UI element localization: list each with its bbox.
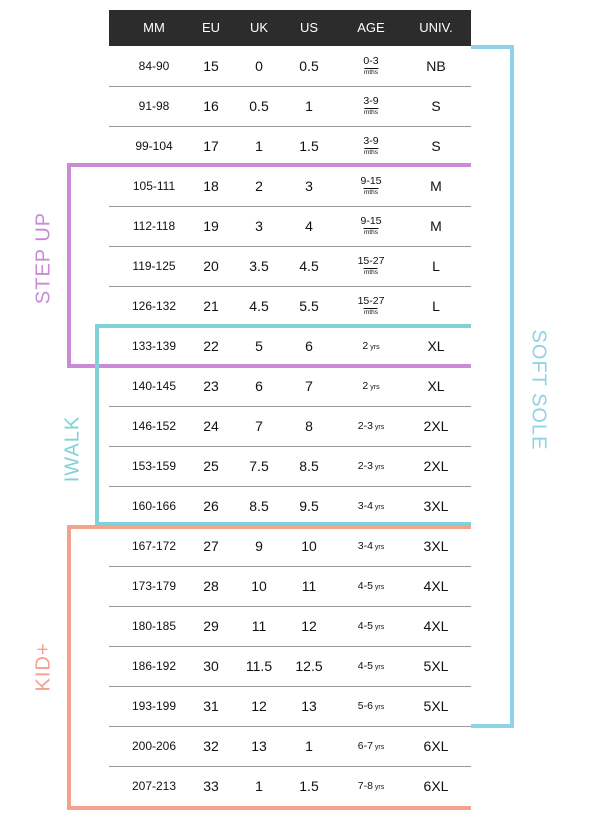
row-separator xyxy=(109,126,471,127)
us-cell: 12.5 xyxy=(295,658,323,674)
age-unit: yrs xyxy=(374,704,385,711)
iwalk-label: IWALK xyxy=(61,415,84,483)
row-separator xyxy=(109,766,471,767)
mm-cell: 84-90 xyxy=(138,59,170,73)
row-separator xyxy=(109,86,471,87)
eu-cell: 22 xyxy=(203,338,219,354)
mm-cell: 180-185 xyxy=(131,619,177,633)
row-separator xyxy=(109,726,471,727)
eu-cell: 20 xyxy=(203,258,219,274)
univ-cell: 2XL xyxy=(423,458,449,474)
eu-cell: 16 xyxy=(203,98,219,114)
mm-cell: 91-98 xyxy=(138,99,170,113)
univ-cell: 2XL xyxy=(423,418,449,434)
age-value: 7-8 xyxy=(357,780,373,792)
row-separator xyxy=(109,246,471,247)
age-cell xyxy=(360,206,381,246)
age-unit: yrs xyxy=(370,344,380,351)
uk-cell: 0 xyxy=(255,58,263,74)
age-cell xyxy=(358,566,385,606)
univ-cell: XL xyxy=(427,338,445,354)
eu-cell: 19 xyxy=(203,218,219,234)
row-separator xyxy=(109,646,471,647)
us-cell: 12 xyxy=(301,618,317,634)
age-value: 15-27 xyxy=(357,295,385,307)
row-separator xyxy=(109,406,471,407)
age-cell xyxy=(362,326,379,366)
table-row xyxy=(109,46,471,86)
mm-cell: 160-166 xyxy=(131,499,177,513)
univ-cell: NB xyxy=(426,58,446,74)
univ-cell: 3XL xyxy=(423,498,449,514)
mm-cell: 126-132 xyxy=(131,299,177,313)
mm-cell: 146-152 xyxy=(131,419,177,433)
row-separator xyxy=(109,526,471,527)
mm-cell: 99-104 xyxy=(135,139,173,153)
header-col-uk: UK xyxy=(249,20,269,35)
age-unit: mths xyxy=(363,188,379,196)
mm-cell: 193-199 xyxy=(131,699,177,713)
uk-cell: 9 xyxy=(255,538,263,554)
age-cell xyxy=(358,606,385,646)
eu-cell: 28 xyxy=(203,578,219,594)
uk-cell: 1 xyxy=(255,778,263,794)
uk-cell: 11 xyxy=(251,618,267,634)
table-row xyxy=(109,766,471,806)
uk-cell: 3.5 xyxy=(249,258,269,274)
header-col-mm: MM xyxy=(143,20,165,35)
uk-cell: 12 xyxy=(251,698,267,714)
age-value: 4-5 xyxy=(357,660,373,672)
row-separator xyxy=(109,366,471,367)
header-col-univ: UNIV. xyxy=(419,20,453,35)
age-cell xyxy=(358,646,385,686)
eu-cell: 26 xyxy=(203,498,219,514)
age-cell xyxy=(358,286,385,326)
univ-cell: 5XL xyxy=(423,658,449,674)
univ-cell: 5XL xyxy=(423,698,449,714)
table-row xyxy=(109,406,471,446)
age-unit: yrs xyxy=(374,664,385,671)
us-cell: 13 xyxy=(301,698,317,714)
mm-cell: 167-172 xyxy=(131,539,177,553)
age-cell xyxy=(363,46,378,86)
us-cell: 8 xyxy=(305,418,313,434)
us-cell: 4 xyxy=(305,218,313,234)
age-unit: yrs xyxy=(370,384,380,391)
row-separator xyxy=(109,606,471,607)
mm-cell: 173-179 xyxy=(131,579,177,593)
age-value: 3-9 xyxy=(363,95,379,107)
header-col-eu: EU xyxy=(201,20,221,35)
age-unit: mths xyxy=(363,268,379,276)
uk-cell: 5 xyxy=(255,338,263,354)
soft-sole-label: SOFT SOLE xyxy=(527,329,550,451)
mm-cell: 153-159 xyxy=(131,459,177,473)
univ-cell: S xyxy=(431,138,441,154)
us-cell: 11 xyxy=(301,578,317,594)
univ-cell: M xyxy=(430,218,442,234)
header-col-age: AGE xyxy=(357,20,385,35)
age-cell xyxy=(363,126,378,166)
eu-cell: 30 xyxy=(203,658,219,674)
uk-cell: 0.5 xyxy=(249,98,269,114)
age-value: 3-4 xyxy=(357,500,373,512)
kid-plus-label: KID+ xyxy=(32,642,55,692)
mm-cell: 140-145 xyxy=(131,379,177,393)
header-col-us: US xyxy=(299,20,319,35)
univ-cell: S xyxy=(431,98,441,114)
age-cell xyxy=(363,86,378,126)
table-row xyxy=(109,286,471,326)
age-value: 4-5 xyxy=(357,580,373,592)
age-unit: mths xyxy=(363,308,379,316)
us-cell: 7 xyxy=(305,378,313,394)
age-unit: mths xyxy=(363,68,379,76)
uk-cell: 3 xyxy=(255,218,263,234)
us-cell: 3 xyxy=(305,178,313,194)
age-value: 3-9 xyxy=(363,135,379,147)
age-unit: mths xyxy=(363,148,379,156)
uk-cell: 11.5 xyxy=(245,658,273,674)
eu-cell: 32 xyxy=(203,738,219,754)
age-cell xyxy=(362,366,379,406)
age-cell xyxy=(360,166,381,206)
univ-cell: 3XL xyxy=(423,538,449,554)
us-cell: 1 xyxy=(305,98,313,114)
eu-cell: 29 xyxy=(203,618,219,634)
age-value: 2 xyxy=(362,380,369,392)
uk-cell: 8.5 xyxy=(249,498,269,514)
row-separator xyxy=(109,326,471,327)
univ-cell: L xyxy=(432,258,440,274)
row-separator xyxy=(109,486,471,487)
eu-cell: 27 xyxy=(203,538,219,554)
eu-cell: 25 xyxy=(203,458,219,474)
table-row xyxy=(109,726,471,766)
uk-cell: 2 xyxy=(255,178,263,194)
eu-cell: 21 xyxy=(203,298,219,314)
table-row xyxy=(109,366,471,406)
age-value: 2-3 xyxy=(357,460,373,472)
age-value: 2-3 xyxy=(357,420,373,432)
row-separator xyxy=(109,286,471,287)
uk-cell: 13 xyxy=(251,738,267,754)
uk-cell: 7 xyxy=(255,418,263,434)
age-unit: yrs xyxy=(374,504,385,511)
age-cell xyxy=(358,526,385,566)
table-row xyxy=(109,686,471,726)
univ-cell: 4XL xyxy=(423,578,449,594)
us-cell: 10 xyxy=(301,538,317,554)
mm-cell: 207-213 xyxy=(131,779,177,793)
univ-cell: 4XL xyxy=(423,618,449,634)
mm-cell: 119-125 xyxy=(132,259,176,273)
table-row xyxy=(109,126,471,166)
mm-cell: 200-206 xyxy=(131,739,177,753)
mm-cell: 186-192 xyxy=(131,659,177,673)
age-cell xyxy=(358,686,385,726)
age-unit: yrs xyxy=(374,744,385,751)
us-cell: 1 xyxy=(305,738,313,754)
mm-cell: 112-118 xyxy=(132,219,176,233)
age-value: 9-15 xyxy=(360,215,382,227)
us-cell: 6 xyxy=(305,338,313,354)
age-cell xyxy=(358,446,385,486)
age-unit: mths xyxy=(363,108,379,116)
age-value: 3-4 xyxy=(357,540,373,552)
mm-cell: 133-139 xyxy=(131,339,177,353)
eu-cell: 31 xyxy=(203,698,219,714)
age-value: 0-3 xyxy=(363,55,379,67)
table-row xyxy=(109,526,471,566)
uk-cell: 4.5 xyxy=(249,298,269,314)
age-cell xyxy=(358,766,385,806)
us-cell: 1.5 xyxy=(299,138,319,154)
univ-cell: XL xyxy=(427,378,445,394)
eu-cell: 33 xyxy=(203,778,219,794)
age-cell xyxy=(358,406,385,446)
age-unit: yrs xyxy=(374,624,385,631)
age-value: 2 xyxy=(362,340,369,352)
us-cell: 1.5 xyxy=(299,778,319,794)
row-separator xyxy=(109,166,471,167)
univ-cell: M xyxy=(430,178,442,194)
row-separator xyxy=(109,566,471,567)
step-up-label: STEP UP xyxy=(32,211,55,305)
age-unit: yrs xyxy=(374,584,385,591)
uk-cell: 1 xyxy=(255,138,263,154)
age-unit: yrs xyxy=(374,784,385,791)
univ-cell: 6XL xyxy=(423,738,449,754)
uk-cell: 7.5 xyxy=(249,458,269,474)
age-value: 4-5 xyxy=(357,620,373,632)
table-row xyxy=(109,646,471,686)
table-row xyxy=(109,326,471,366)
table-row xyxy=(109,166,471,206)
us-cell: 9.5 xyxy=(299,498,319,514)
univ-cell: L xyxy=(432,298,440,314)
table-row xyxy=(109,446,471,486)
us-cell: 4.5 xyxy=(299,258,319,274)
age-cell xyxy=(358,486,385,526)
eu-cell: 23 xyxy=(203,378,219,394)
table-row xyxy=(109,606,471,646)
age-unit: mths xyxy=(363,228,379,236)
age-cell xyxy=(358,726,385,766)
table-row xyxy=(109,486,471,526)
uk-cell: 6 xyxy=(255,378,263,394)
table-row xyxy=(109,246,471,286)
eu-cell: 17 xyxy=(203,138,219,154)
us-cell: 8.5 xyxy=(299,458,319,474)
univ-cell: 6XL xyxy=(423,778,449,794)
eu-cell: 24 xyxy=(203,418,219,434)
age-value: 9-15 xyxy=(360,175,382,187)
uk-cell: 10 xyxy=(251,578,267,594)
age-cell xyxy=(358,246,385,286)
age-value: 5-6 xyxy=(357,700,373,712)
table-row xyxy=(109,566,471,606)
age-value: 15-27 xyxy=(357,255,385,267)
row-separator xyxy=(109,446,471,447)
age-unit: yrs xyxy=(374,464,385,471)
age-unit: yrs xyxy=(374,544,385,551)
us-cell: 5.5 xyxy=(299,298,319,314)
eu-cell: 18 xyxy=(203,178,219,194)
row-separator xyxy=(109,206,471,207)
eu-cell: 15 xyxy=(203,58,219,74)
table-row xyxy=(109,86,471,126)
row-separator xyxy=(109,686,471,687)
table-row xyxy=(109,206,471,246)
age-unit: yrs xyxy=(374,424,385,431)
us-cell: 0.5 xyxy=(299,58,319,74)
mm-cell: 105-111 xyxy=(132,179,176,193)
age-value: 6-7 xyxy=(357,740,373,752)
table-header xyxy=(109,10,471,46)
